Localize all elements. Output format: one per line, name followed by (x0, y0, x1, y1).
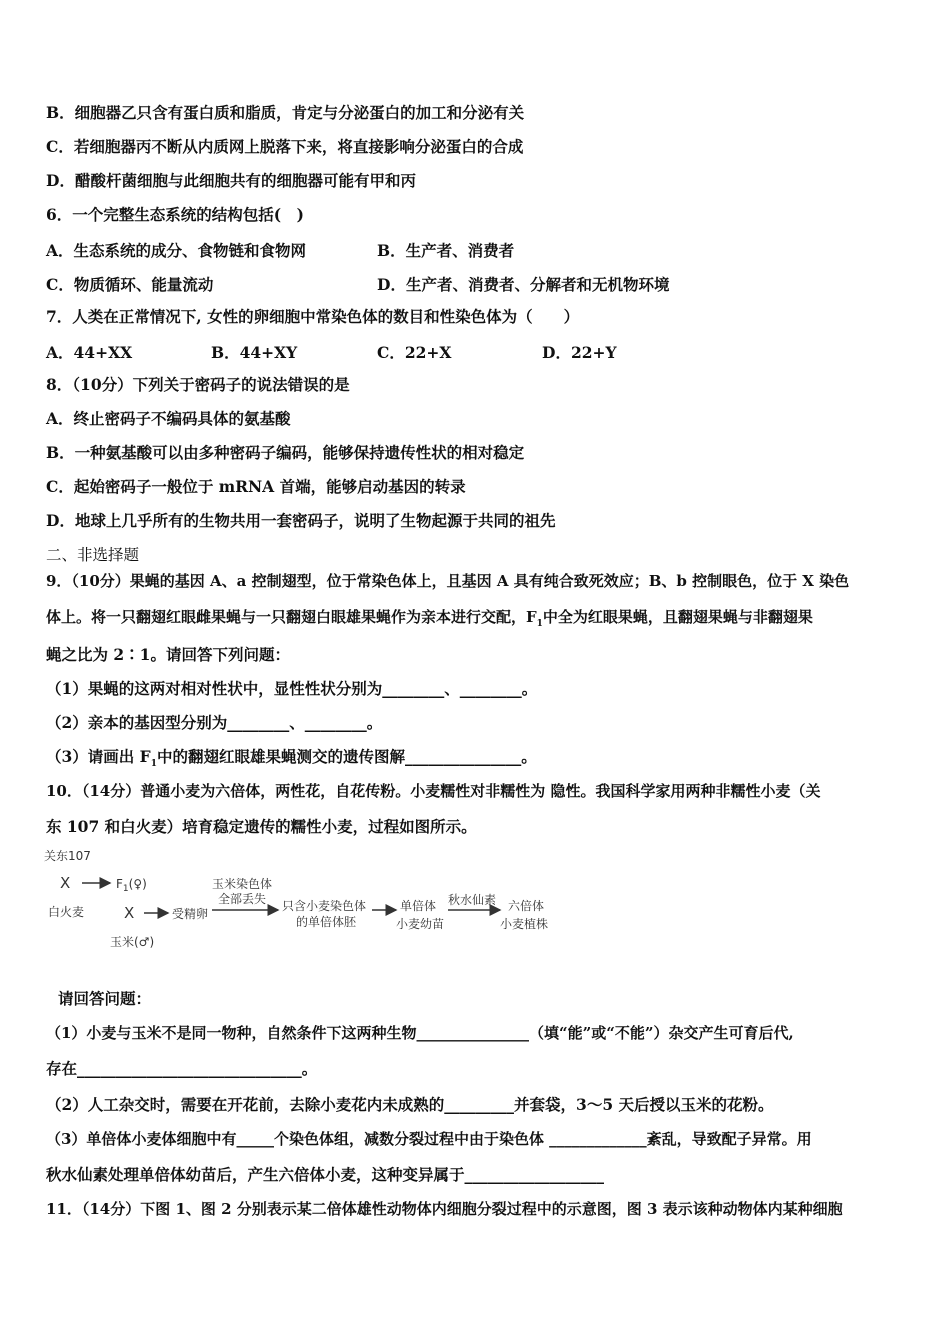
q10-part-2: （2）人工杂交时，需要在开花前，去除小麦花内未成熟的_________并套袋，3～5 天后授以玉米的花粉。 (46, 1095, 774, 1114)
label-embryo-1: 只含小麦染色体 (282, 899, 367, 913)
q8-option-d: D．地球上几乎所有的生物共用一套密码子，说明了生物起源于共同的祖先 (46, 511, 556, 530)
q10-ask: 请回答问题： (58, 989, 152, 1008)
label-loss-2: 全部丢失 (218, 892, 267, 906)
label-fertilized-egg: 受精卵 (172, 907, 209, 921)
q9-line-1: 9．（10分）果蝇的基因 A、a 控制翅型，位于常染色体上，且基因 A 具有纯合致死效应；B、b 控制眼色，位于 X 染色 (46, 572, 850, 590)
q9-line-3: 蝇之比为 2∶1。请回答下列问题： (46, 645, 290, 664)
cross-symbol-2: X (124, 904, 135, 922)
q8-option-b: B．一种氨基酸可以由多种密码子编码，能够保持遗传性状的相对稳定 (46, 443, 525, 462)
label-baihuomai: 白火麦 (48, 905, 85, 919)
q7-option-a: A．44+XX (46, 343, 133, 362)
q10-part-3a: （3）单倍体小麦体细胞中有_____个染色体组，减数分裂过程中由于染色体 _____________紊乱，导致配子异常。用 (46, 1130, 812, 1148)
q9-part-3: （3）请画出 $F_1$中的翻翅红眼雄果蝇测交的遗传图解_______________。 (46, 747, 537, 770)
label-seedling-2: 小麦幼苗 (396, 917, 445, 931)
q8-stem: 8．（10分）下列关于密码子的说法错误的是 (46, 375, 350, 394)
q7-option-c: C．22+X (377, 343, 452, 362)
label-plant-1: 六倍体 (508, 899, 545, 913)
label-maize-male: 玉米(♂) (110, 935, 155, 949)
q5-option-d: D．醋酸杆菌细胞与此细胞共有的细胞器可能有甲和丙 (46, 171, 416, 190)
label-seedling-1: 单倍体 (400, 899, 437, 913)
q6-option-d: D．生产者、消费者、分解者和无机物环境 (377, 275, 670, 294)
q6-stem: 6．一个完整生态系统的结构包括( ) (46, 205, 304, 224)
q10-line-2: 东 107 和白火麦）培育稳定遗传的糯性小麦，过程如图所示。 (46, 817, 477, 836)
q8-option-a: A．终止密码子不编码具体的氨基酸 (46, 409, 291, 428)
breeding-process-diagram (40, 846, 560, 956)
q6-option-a: A．生态系统的成分、食物链和食物网 (46, 241, 307, 260)
label-f1: $F_1(♀)$ (116, 877, 147, 894)
q6-option-b: B．生产者、消费者 (377, 241, 515, 260)
q7-stem: 7．人类在正常情况下, 女性的卵细胞中常染色体的数目和性染色体为（ ） (46, 307, 580, 326)
label-plant-2: 小麦植株 (500, 917, 549, 931)
q10-part-1a: （1）小麦与玉米不是同一物种，自然条件下这两种生物_______________（填“能”或“不能”）杂交产生可育后代, (46, 1024, 794, 1042)
label-embryo-2: 的单倍体胚 (296, 915, 357, 929)
q9-part-1: （1）果蝇的这两对相对性状中，显性性状分别为________、________。 (46, 679, 538, 698)
q7-option-b: B．44+XY (211, 343, 298, 362)
q10-line-1: 10．（14分）普通小麦为六倍体，两性花，自花传粉。小麦糯性对非糯性为 隐性。我国科学家用两种非糯性小麦（关 (46, 782, 821, 800)
q7-option-d: D．22+Y (542, 343, 617, 362)
q8-option-c: C．起始密码子一般位于 mRNA 首端，能够启动基因的转录 (46, 477, 466, 496)
q5-option-b: B．细胞器乙只含有蛋白质和脂质，肯定与分泌蛋白的加工和分泌有关 (46, 103, 525, 122)
q6-option-c: C．物质循环、能量流动 (46, 275, 214, 294)
cross-symbol-1: X (60, 874, 71, 892)
q9-part-2: （2）亲本的基因型分别为________、________。 (46, 713, 383, 732)
q10-part-3b: 秋水仙素处理单倍体幼苗后，产生六倍体小麦，这种变异属于__________________ (46, 1165, 605, 1184)
q10-part-1b: 存在_____________________________。 (46, 1059, 318, 1078)
section-title: 二、非选择题 (46, 546, 140, 564)
label-colchicine: 秋水仙素 (448, 893, 497, 907)
label-loss-1: 玉米染色体 (212, 877, 273, 891)
q11-line-1: 11．（14分）下图 1、图 2 分别表示某二倍体雄性动物体内细胞分裂过程中的示意图，图 3 表示该种动物体内某种细胞 (46, 1200, 843, 1218)
q5-option-c: C．若细胞器丙不断从内质网上脱落下来，将直接影响分泌蛋白的合成 (46, 137, 524, 156)
q9-line-2: 体上。将一只翻翅红眼雌果蝇与一只翻翅白眼雄果蝇作为亲本进行交配，$F_1$中全为红眼果蝇，且翻翅果蝇与非翻翅果 (46, 608, 813, 629)
label-guandong107: 关东107 (44, 849, 91, 863)
